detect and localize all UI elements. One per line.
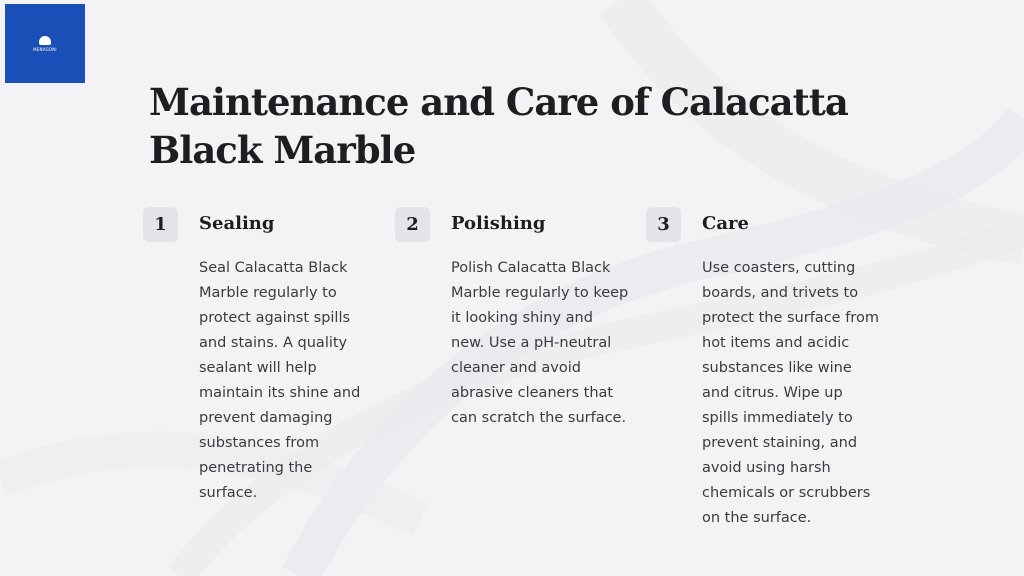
step-description: Use coasters, cutting boards, and trivets to protect the surface from hot items and acidic substances like wine and citrus. Wipe up spills immediately to prevent staining, and avoid using harsh chemicals or scrubbers on the surface. — [702, 260, 879, 526]
step-title: Polishing — [451, 213, 546, 234]
step-description: Polish Calacatta Black Marble regularly to keep it looking shiny and new. Use a pH-neutral cleaner and avoid abrasive cleaners that can scratch the surface. — [451, 260, 629, 426]
step-number-badge: 2 — [395, 207, 430, 242]
step-description: Seal Calacatta Black Marble regularly to protect against spills and stains. A quality sealant will help maintain its shine and prevent damaging substances from penetrating the surface. — [199, 260, 361, 501]
step-title: Care — [702, 213, 749, 234]
step-title: Sealing — [199, 213, 275, 234]
company-logo[interactable] — [5, 4, 85, 83]
logo-text: MENAGONI — [33, 46, 57, 52]
logo-emblem-icon — [39, 36, 51, 45]
page-title: Maintenance and Care of Calacatta Black Marble — [149, 80, 848, 172]
step-number-badge: 1 — [143, 207, 178, 242]
step-number-badge: 3 — [646, 207, 681, 242]
